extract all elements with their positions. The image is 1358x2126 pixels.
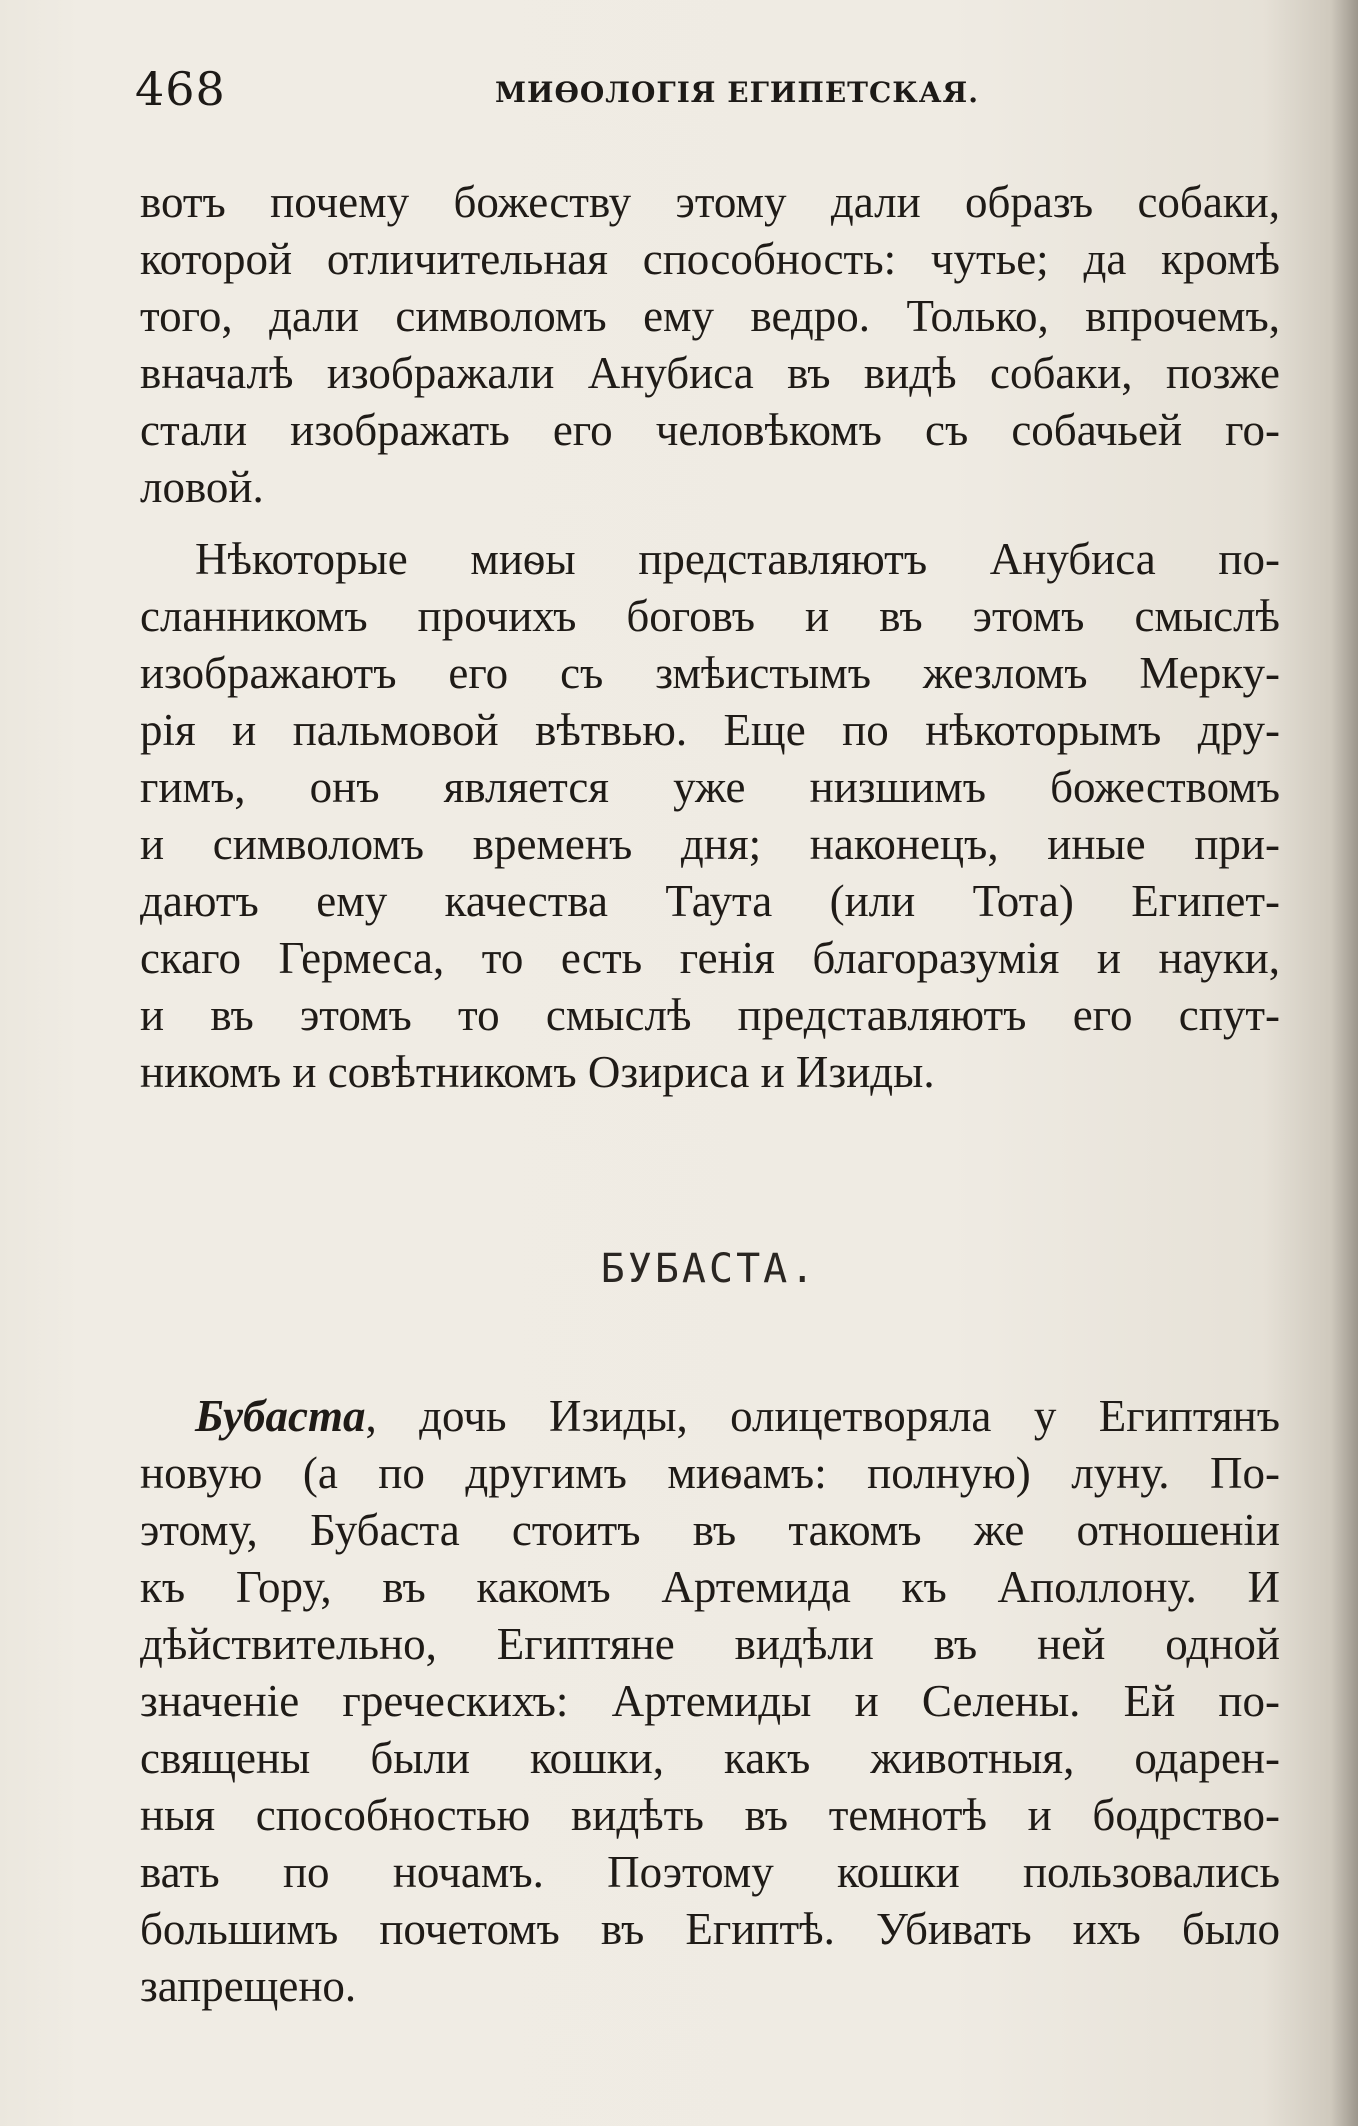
text-line: большимъ почетомъ въ Египтѣ. Убивать ихъ было [140, 1904, 1280, 1954]
text-line: значеніе греческихъ: Артемиды и Селены. Ей по- [140, 1676, 1280, 1726]
text-line: гимъ, онъ является уже низшимъ божествомъ [140, 762, 1280, 812]
text-line: вначалѣ изображали Анубиса въ видѣ собаки, позже [140, 348, 1280, 398]
text-line: запрещено. [140, 1961, 357, 2011]
text-line: изображаютъ его съ змѣистымъ жезломъ Мерку- [140, 648, 1280, 698]
text-line: даютъ ему качества Таута (или Тота) Египет- [140, 876, 1280, 926]
text-line: скаго Гермеса, то есть генія благоразумія и науки, [140, 933, 1280, 983]
emphasized-term: Бубаста [195, 1391, 366, 1441]
text-line: дѣйствительно, Египтяне видѣли въ ней одной [140, 1619, 1280, 1669]
text-line: рія и пальмовой вѣтвью. Еще по нѣкоторымъ дру- [140, 705, 1280, 755]
paragraph-anubis-continued [140, 174, 1280, 516]
text-line: къ Гору, въ какомъ Артемида къ Аполлону. И [140, 1562, 1280, 1612]
text-line: Нѣкоторые миѳы представляютъ Анубиса по- [195, 534, 1280, 584]
text-line: вать по ночамъ. Поэтому кошки пользовались [140, 1847, 1280, 1897]
page-number: 468 [135, 62, 226, 116]
running-head: МИѲОЛОГІЯ ЕГИПЕТСКАЯ. [495, 76, 979, 109]
text-line: ныя способностью видѣть въ темнотѣ и бодрство- [140, 1790, 1280, 1840]
page-header [135, 62, 1265, 122]
text-line: ловой. [140, 462, 264, 512]
text-line: этому, Бубаста стоитъ въ такомъ же отношеніи [140, 1505, 1280, 1555]
paragraph-bubastis [140, 1388, 1280, 2015]
section-title: БУБАСТА. [600, 1246, 818, 1292]
text-run: , дочь Изиды, олицетворяла у Египтянъ [365, 1391, 1280, 1441]
text-line: того, дали символомъ ему ведро. Только, впрочемъ, [140, 291, 1280, 341]
text-line: новую (а по другимъ миѳамъ: полную) луну. По- [140, 1448, 1280, 1498]
text-line: никомъ и совѣтникомъ Озириса и Изиды. [140, 1047, 935, 1097]
text-line: и символомъ временъ дня; наконецъ, иные при- [140, 819, 1280, 869]
text-line: священы были кошки, какъ животныя, одарен- [140, 1733, 1280, 1783]
text-line: стали изображать его человѣкомъ съ собачьей го- [140, 405, 1280, 455]
text-line: вотъ почему божеству этому дали образъ собаки, [140, 177, 1280, 227]
text-line: сланникомъ прочихъ боговъ и въ этомъ смыслѣ [140, 591, 1280, 641]
text-line: которой отличительная способность: чутье; да кромѣ [140, 234, 1280, 284]
paragraph-anubis-myths [140, 531, 1280, 1101]
text-line: и въ этомъ то смыслѣ представляютъ его спут- [140, 990, 1280, 1040]
text-line [140, 1388, 1280, 1445]
